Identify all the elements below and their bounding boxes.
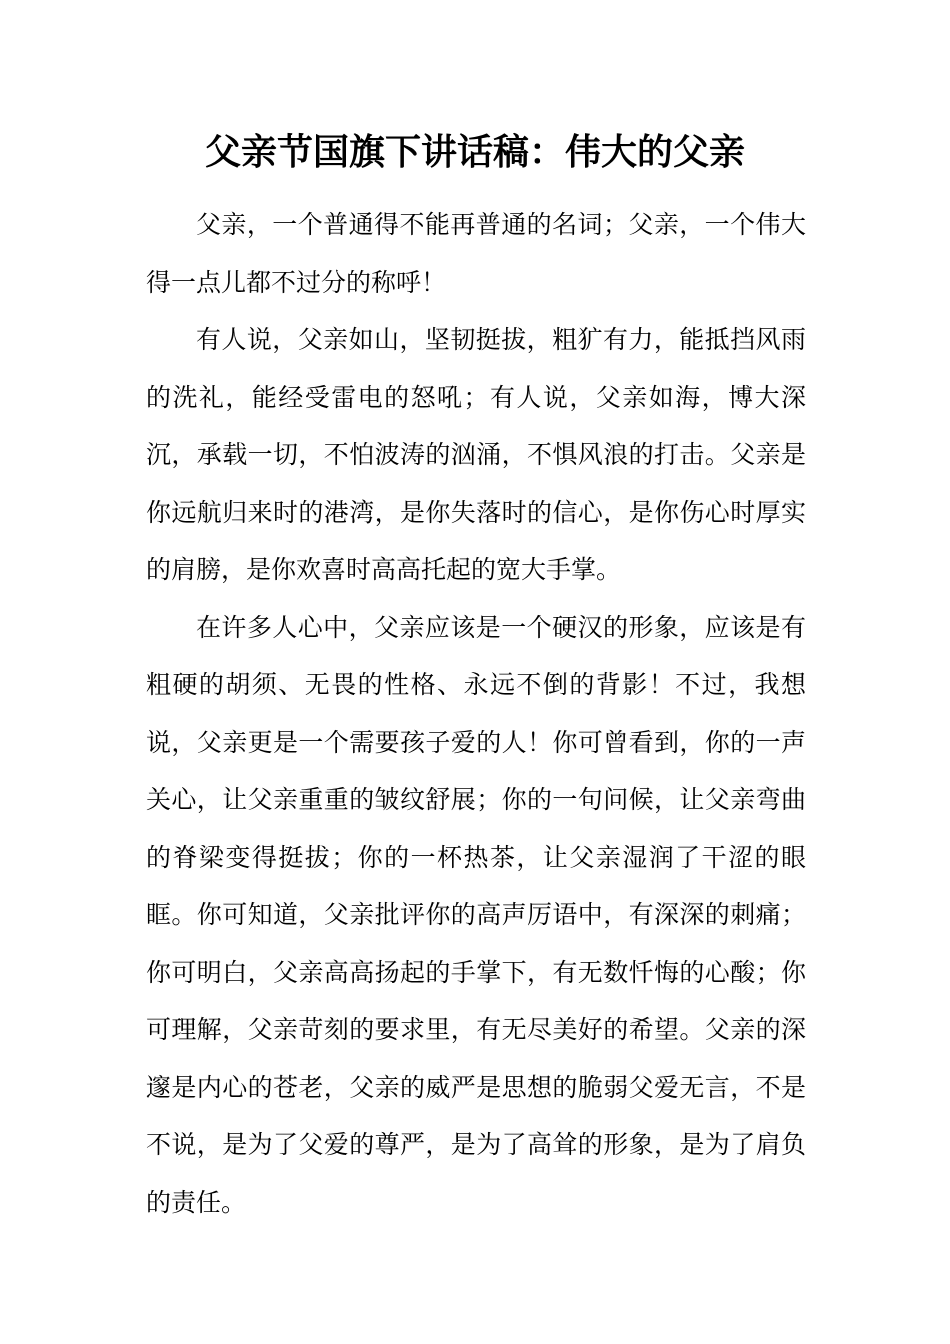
- page-title: 父亲节国旗下讲话稿：伟大的父亲: [204, 132, 745, 173]
- paragraph: 父亲，一个普通得不能再普通的名词；父亲，一个伟大得一点儿都不过分的称呼！: [146, 210, 806, 297]
- paragraph: 有人说，父亲如山，坚韧挺拔，粗犷有力，能抵挡风雨的洗礼，能经受雷电的怒吼；有人说，父亲如海，博大深沉，承载一切，不怕波涛的汹涌，不惧风浪的打击。父亲是你远航归来时的港湾，是你失落时的信心，是你伤心时厚实的肩膀，是你欢喜时高高托起的宽大手掌。: [146, 325, 806, 584]
- document-body: [146, 196, 806, 1231]
- paragraph: 在许多人心中，父亲应该是一个硬汉的形象，应该是有粗硬的胡须、无畏的性格、永远不倒的背影！不过，我想说，父亲更是一个需要孩子爱的人！你可曾看到，你的一声关心，让父亲重重的皱纹舒展；你的一句问候，让父亲弯曲的脊梁变得挺拔；你的一杯热茶，让父亲湿润了干涩的眼眶。你可知道，父亲批评你的高声厉语中，有深深的刺痛；你可明白，父亲高高扬起的手掌下，有无数忏悔的心酸；你可理解，父亲苛刻的要求里，有无尽美好的希望。父亲的深邃是内心的苍老，父亲的威严是思想的脆弱父爱无言，不是不说，是为了父爱的尊严，是为了高耸的形象，是为了肩负的责任。: [146, 612, 806, 1217]
